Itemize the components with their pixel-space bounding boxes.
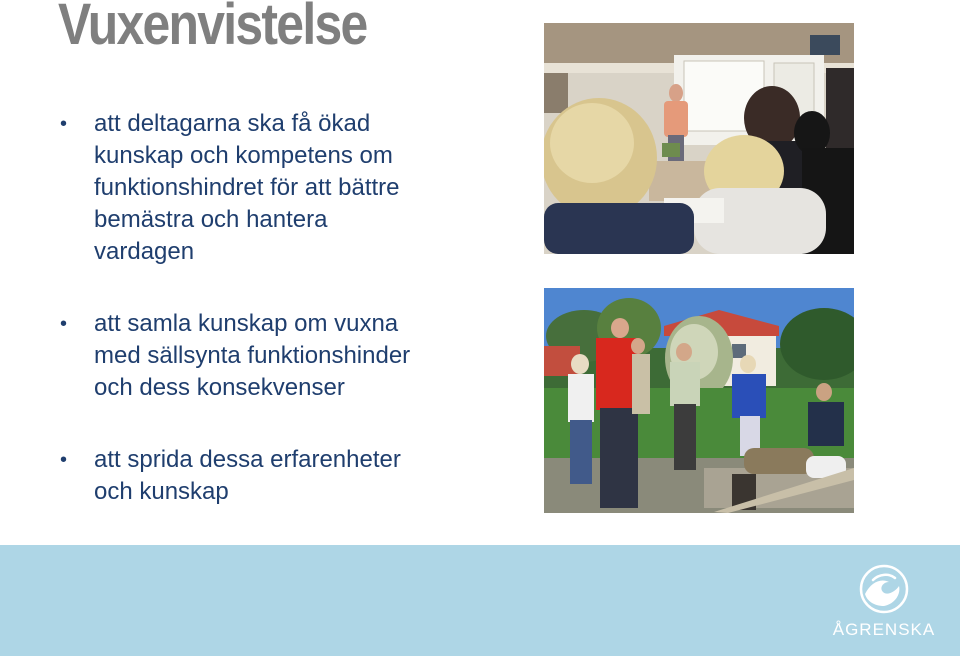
footer-band [0,545,960,656]
outdoor-group-photo [544,288,854,513]
bullet-text [94,108,480,268]
classroom-illustration [544,23,854,254]
bullet-line: att deltagarna ska få ökad [94,110,371,137]
bullet-line: vardagen [94,238,195,265]
classroom-photo [544,23,854,254]
bullet-text [94,308,480,404]
logo-wordmark: ÅGRENSKA [832,620,936,639]
slide-title: Vuxenvistelse [58,0,367,57]
bullet-item [60,308,480,404]
bullet-marker: • [60,313,68,335]
bullet-text [94,444,480,508]
bullet-marker: • [60,449,68,471]
agrenska-logo [826,564,942,644]
bullet-item [60,108,480,268]
bullet-marker: • [60,113,68,135]
bullet-line: kunskap och kompetens om [94,142,393,169]
bullet-line: att sprida dessa erfarenheter [94,446,401,473]
bullet-list [60,108,480,508]
bullet-line: funktionshindret för att bättre [94,174,400,201]
bullet-item [60,444,480,508]
bullet-line: med sällsynta funktionshinder [94,342,411,369]
outdoor-illustration [544,288,854,513]
bullet-line: och dess konsekvenser [94,374,345,401]
wave-globe-icon [859,564,909,614]
bullet-line: bemästra och hantera [94,206,328,233]
bullet-line: och kunskap [94,478,229,505]
bullet-line: att samla kunskap om vuxna [94,310,399,337]
